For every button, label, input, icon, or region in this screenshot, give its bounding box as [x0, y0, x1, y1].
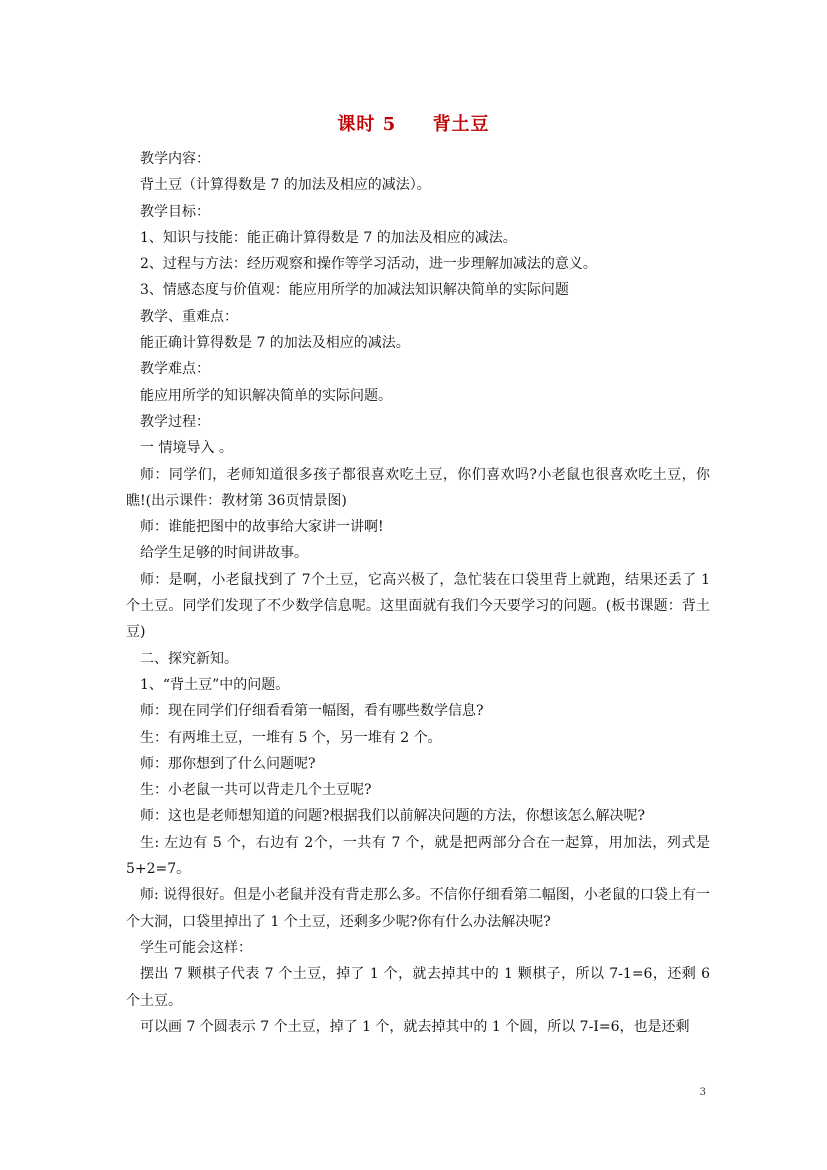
- document-body: [126, 146, 710, 1040]
- paragraph: 给学生足够的时间讲故事。: [140, 545, 308, 562]
- lesson-title: [0, 110, 827, 136]
- heading-content: 教学内容：: [140, 151, 210, 167]
- subsection-heading: 1、“背土豆”中的问题。: [140, 676, 290, 693]
- paragraph: 师：现在同学们仔细看看第一幅图，看有哪些数学信息?: [140, 703, 484, 720]
- paragraph: 背土豆（计算得数是 7 的加法及相应的减法）。: [140, 177, 431, 194]
- paragraph: 生：有两堆土豆，一堆有 5 个，另一堆有 2 个。: [140, 729, 442, 746]
- paragraph: 摆出 7 颗棋子代表 7 个土豆，掉了 1 个，就去掉其中的 1 颗棋子，所以 7-1=6，还剩 6 个土豆。: [126, 966, 710, 1009]
- paragraph: 师：是啊，小老鼠找到了 7个土豆，它高兴极了，急忙装在口袋里背上就跑，结果还丢了 1 个土豆。同学们发现了不少数学信息呢。这里面就有我们今天要学习的问题。(板书课题：背土豆): [126, 571, 710, 641]
- paragraph: 能应用所学的知识解决简单的实际问题。: [140, 387, 392, 404]
- heading-difficulty: 教学难点：: [140, 361, 210, 378]
- paragraph: 生: 左边有 5 个，右边有 2个，一共有 7 个，就是把两部分合在一起算，用加法，列式是 5+2=7。: [126, 834, 710, 878]
- paragraph: 生：小老鼠一共可以背走几个土豆呢?: [140, 782, 372, 799]
- paragraph: 可以画 7 个圆表示 7 个土豆，掉了 1 个，就去掉其中的 1 个圆，所以 7-I=6，也是还剩: [140, 1018, 690, 1035]
- lesson-name: 背土豆: [432, 114, 490, 135]
- list-item: 2、过程与方法：经历观察和操作等学习活动，进一步理解加减法的意义。: [140, 256, 597, 273]
- heading-key-points: 教学、重难点：: [140, 308, 238, 325]
- paragraph: 师：那你想到了什么问题呢?: [140, 755, 316, 772]
- paragraph: 学生可能会这样：: [140, 939, 252, 956]
- paragraph: 能正确计算得数是 7 的加法及相应的减法。: [140, 335, 410, 352]
- heading-process: 教学过程：: [140, 413, 210, 430]
- heading-objectives: 教学目标：: [140, 203, 210, 220]
- page-number: 3: [699, 1087, 706, 1098]
- section-heading: 二、探究新知。: [140, 650, 238, 667]
- section-heading: 一 情境导入 。: [140, 440, 233, 457]
- list-item: 1、知识与技能：能正确计算得数是 7 的加法及相应的减法。: [140, 229, 517, 246]
- lesson-number: 课时 5: [337, 114, 397, 135]
- paragraph: 师：谁能把图中的故事给大家讲一讲啊!: [140, 519, 384, 536]
- paragraph: 师：同学们，老师知道很多孩子都很喜欢吃土豆，你们喜欢吗?小老鼠也很喜欢吃土豆，你瞧!(出示课件：教材第 36页情景图): [126, 466, 710, 509]
- paragraph: 师: 说得很好。但是小老鼠并没有背走那么多。不信你仔细看第二幅图，小老鼠的口袋上有一个大洞，口袋里掉出了 1 个土豆，还剩多少呢?你有什么办法解决呢?: [126, 887, 710, 930]
- list-item: 3、情感态度与价值观：能应用所学的加减法知识解决简单的实际问题: [140, 282, 569, 299]
- paragraph: 师：这也是老师想知道的问题?根据我们以前解决问题的方法，你想该怎么解决呢?: [140, 808, 646, 825]
